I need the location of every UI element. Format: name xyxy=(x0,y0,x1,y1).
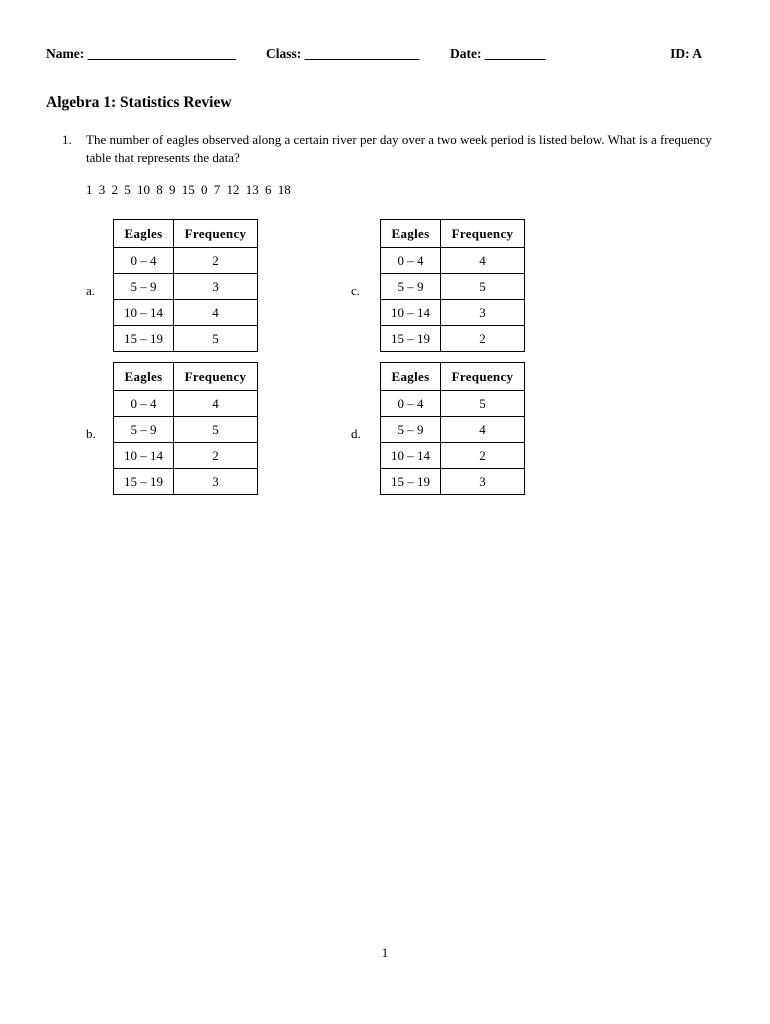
name-field: Name: ______________________ xyxy=(46,46,237,61)
table-row xyxy=(381,469,525,495)
table-cell: 4 xyxy=(441,417,525,443)
table-row xyxy=(114,326,258,352)
table-cell: 15 – 19 xyxy=(381,326,441,352)
choice-label-c: c. xyxy=(351,283,361,298)
table-header-eagles: Eagles xyxy=(114,220,174,248)
page-title: Algebra 1: Statistics Review xyxy=(46,94,232,111)
table-row xyxy=(381,391,525,417)
table-cell: 10 – 14 xyxy=(381,300,441,326)
table-row xyxy=(114,391,258,417)
table-header-frequency: Frequency xyxy=(441,363,525,391)
table-cell: 10 – 14 xyxy=(381,443,441,469)
table-cell: 15 – 19 xyxy=(381,469,441,495)
table-cell: 2 xyxy=(441,326,525,352)
table-cell: 4 xyxy=(174,391,258,417)
table-header-frequency: Frequency xyxy=(174,220,258,248)
table-cell: 2 xyxy=(174,248,258,274)
table-header-row xyxy=(114,363,258,391)
table-cell: 2 xyxy=(174,443,258,469)
frequency-table-c xyxy=(380,219,525,352)
page-number: 1 xyxy=(381,945,389,960)
frequency-table-b xyxy=(113,362,258,495)
table-cell: 0 – 4 xyxy=(381,391,441,417)
id-label: ID: A xyxy=(670,46,702,61)
table-header-row xyxy=(381,363,525,391)
table-row xyxy=(381,417,525,443)
table-cell: 3 xyxy=(441,469,525,495)
table-cell: 15 – 19 xyxy=(114,326,174,352)
table-row xyxy=(114,443,258,469)
table-cell: 5 xyxy=(441,274,525,300)
table-cell: 5 xyxy=(441,391,525,417)
table-header-frequency: Frequency xyxy=(441,220,525,248)
date-field: Date: _________ xyxy=(450,46,546,61)
table-cell: 3 xyxy=(174,469,258,495)
table-cell: 2 xyxy=(441,443,525,469)
frequency-table-a xyxy=(113,219,258,352)
page-header xyxy=(46,46,702,68)
table-cell: 5 – 9 xyxy=(381,417,441,443)
table-cell: 15 – 19 xyxy=(114,469,174,495)
table-row xyxy=(114,469,258,495)
table-cell: 3 xyxy=(441,300,525,326)
table-cell: 5 xyxy=(174,417,258,443)
table-cell: 5 – 9 xyxy=(114,417,174,443)
table-header-frequency: Frequency xyxy=(174,363,258,391)
table-row xyxy=(381,443,525,469)
question-text: The number of eagles observed along a certain river per day over a two week period is listed below. What is a frequency table that represents the data? xyxy=(86,132,712,165)
table-row xyxy=(114,300,258,326)
question-number: 1. xyxy=(62,132,72,147)
table-cell: 3 xyxy=(174,274,258,300)
table-cell: 4 xyxy=(441,248,525,274)
table-row xyxy=(114,248,258,274)
table-row xyxy=(114,417,258,443)
choice-label-d: d. xyxy=(351,426,361,441)
table-header-row xyxy=(381,220,525,248)
table-header-eagles: Eagles xyxy=(114,363,174,391)
table-cell: 0 – 4 xyxy=(114,391,174,417)
table-cell: 0 – 4 xyxy=(114,248,174,274)
choice-label-b: b. xyxy=(86,426,96,441)
table-row xyxy=(381,300,525,326)
data-values: 1 3 2 5 10 8 9 15 0 7 12 13 6 18 xyxy=(86,182,291,197)
table-cell: 4 xyxy=(174,300,258,326)
table-row xyxy=(381,274,525,300)
table-cell: 5 xyxy=(174,326,258,352)
class-field: Class: _________________ xyxy=(266,46,420,61)
table-cell: 10 – 14 xyxy=(114,300,174,326)
table-cell: 10 – 14 xyxy=(114,443,174,469)
table-cell: 5 – 9 xyxy=(381,274,441,300)
frequency-table-d xyxy=(380,362,525,495)
choice-label-a: a. xyxy=(86,283,96,298)
table-header-eagles: Eagles xyxy=(381,363,441,391)
table-row xyxy=(381,248,525,274)
table-row xyxy=(381,326,525,352)
table-cell: 5 – 9 xyxy=(114,274,174,300)
table-cell: 0 – 4 xyxy=(381,248,441,274)
table-header-eagles: Eagles xyxy=(381,220,441,248)
table-header-row xyxy=(114,220,258,248)
table-row xyxy=(114,274,258,300)
